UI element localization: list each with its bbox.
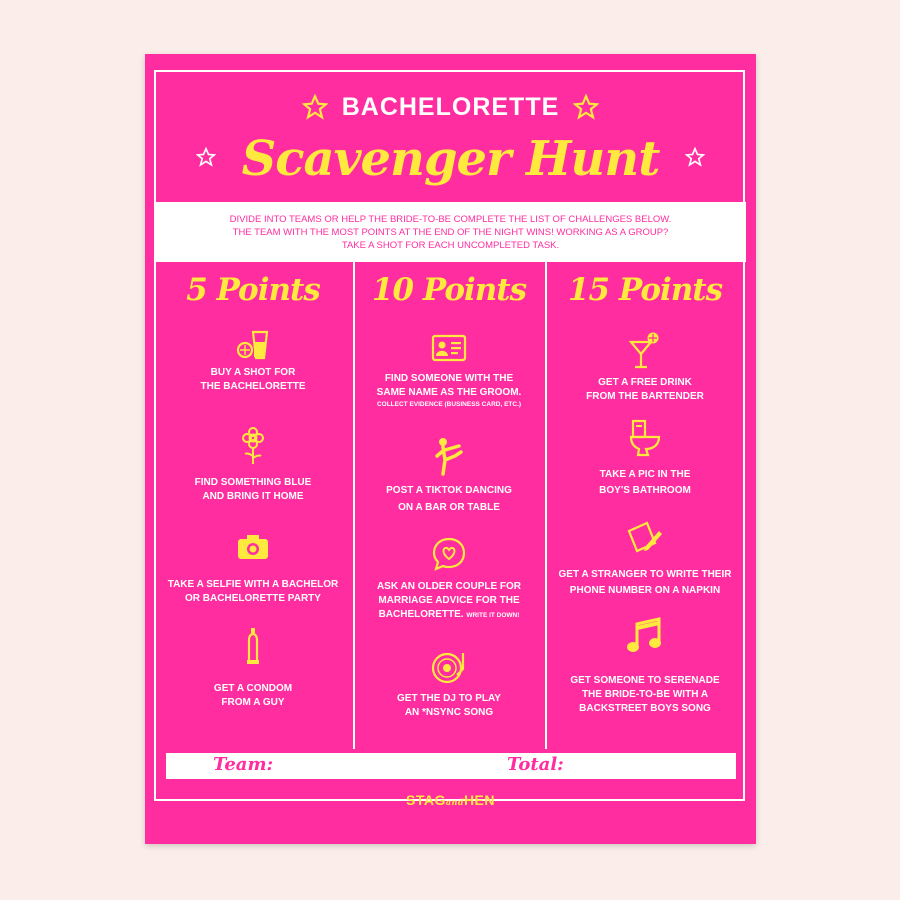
star-icon <box>685 147 705 172</box>
column-15-points <box>547 262 743 749</box>
challenge-item <box>547 330 743 404</box>
challenge-text: POST A TIKTOK DANCING <box>386 485 512 496</box>
intro-line: DIVIDE INTO TEAMS OR HELP THE BRIDE-TO-BE COMPLETE THE LIST OF CHALLENGES BELOW. <box>229 213 672 225</box>
challenge-text: FIND SOMETHING BLUE <box>194 477 312 488</box>
challenge-text <box>355 608 543 623</box>
logo-part: STAG <box>405 792 446 808</box>
column-10-points <box>355 262 543 749</box>
team-label: Team: <box>213 754 274 775</box>
star-icon <box>302 94 328 120</box>
shot-glass-icon <box>155 326 351 366</box>
challenge-item <box>547 616 743 716</box>
title-row <box>145 128 756 190</box>
challenge-item <box>155 426 351 504</box>
total-label: Total: <box>507 754 564 775</box>
logo-part: HEN <box>463 792 495 808</box>
challenge-text: PHONE NUMBER ON A NAPKIN <box>569 585 721 596</box>
challenge-item <box>155 526 351 606</box>
challenge-text: FIND SOMEONE WITH THE <box>384 373 514 384</box>
logo-part: and <box>445 797 464 807</box>
challenge-item <box>355 648 543 720</box>
heart-chat-icon <box>355 534 543 574</box>
challenge-text: ON A BAR OR TABLE <box>398 502 500 513</box>
column-title: 5 Points <box>186 272 320 308</box>
star-icon <box>196 147 216 172</box>
kicker-row <box>145 90 756 124</box>
challenge-text: OR BACHELORETTE PARTY <box>185 593 321 604</box>
challenge-item <box>355 328 543 410</box>
napkin-pen-icon <box>547 518 743 558</box>
column-5-points <box>155 262 351 749</box>
challenge-text: GET SOMEONE TO SERENADE <box>570 675 720 686</box>
challenge-text: TAKE A PIC IN THE <box>599 469 691 480</box>
challenge-text: BOY'S BATHROOM <box>599 485 691 496</box>
intro-line: THE TEAM WITH THE MOST POINTS AT THE END OF THE NIGHT WINS! WORKING AS A GROUP? <box>232 226 669 238</box>
star-icon <box>573 94 599 120</box>
challenge-text: FROM THE BARTENDER <box>586 391 704 402</box>
camera-icon <box>155 526 351 566</box>
dancer-icon <box>355 436 543 476</box>
challenge-text: THE BACHELORETTE <box>200 381 306 392</box>
challenge-item <box>155 326 351 394</box>
challenge-text: GET A STRANGER TO WRITE THEIR <box>558 569 732 580</box>
kicker-text: BACHELORETTE <box>341 92 560 121</box>
brand-logo <box>145 792 756 808</box>
challenge-text: TAKE A SELFIE WITH A BACHELOR <box>167 579 339 590</box>
challenge-note: COLLECT EVIDENCE (BUSINESS CARD, ETC.) <box>376 401 522 408</box>
challenge-item <box>155 626 351 710</box>
intro-banner <box>155 202 746 262</box>
challenge-note: WRITE IT DOWN! <box>466 612 520 619</box>
challenge-text: GET A CONDOM <box>213 683 293 694</box>
vinyl-record-icon <box>355 648 543 688</box>
condom-icon <box>155 626 351 666</box>
challenge-item <box>547 418 743 498</box>
challenge-text: FROM A GUY <box>221 697 285 708</box>
scavenger-hunt-card <box>145 54 756 844</box>
challenge-item <box>355 534 543 623</box>
challenge-text: BUY A SHOT FOR <box>210 367 296 378</box>
challenge-text: BACKSTREET BOYS SONG <box>579 703 711 714</box>
challenge-text: AND BRING IT HOME <box>202 491 304 502</box>
intro-line: TAKE A SHOT FOR EACH UNCOMPLETED TASK. <box>341 239 560 251</box>
challenge-text: THE BRIDE-TO-BE WITH A <box>581 689 709 700</box>
challenge-text: MARRIAGE ADVICE FOR THE <box>378 595 520 606</box>
toilet-icon <box>547 418 743 458</box>
challenge-text: ASK AN OLDER COUPLE FOR <box>376 581 522 592</box>
flower-icon <box>155 426 351 466</box>
column-title: 15 Points <box>567 272 723 308</box>
challenge-text: GET A FREE DRINK <box>598 377 692 388</box>
challenge-item <box>355 436 543 515</box>
challenge-text-part: BACHELORETTE. <box>378 609 464 620</box>
cocktail-icon <box>547 330 743 370</box>
challenge-item <box>547 518 743 598</box>
column-title: 10 Points <box>371 272 527 308</box>
challenge-text: GET THE DJ TO PLAY <box>397 693 501 704</box>
music-note-icon <box>547 616 743 656</box>
id-card-icon <box>355 328 543 368</box>
page-title: Scavenger Hunt <box>241 131 660 187</box>
challenge-text: SAME NAME AS THE GROOM. <box>376 387 522 398</box>
challenge-text: AN *NSYNC SONG <box>404 707 494 718</box>
